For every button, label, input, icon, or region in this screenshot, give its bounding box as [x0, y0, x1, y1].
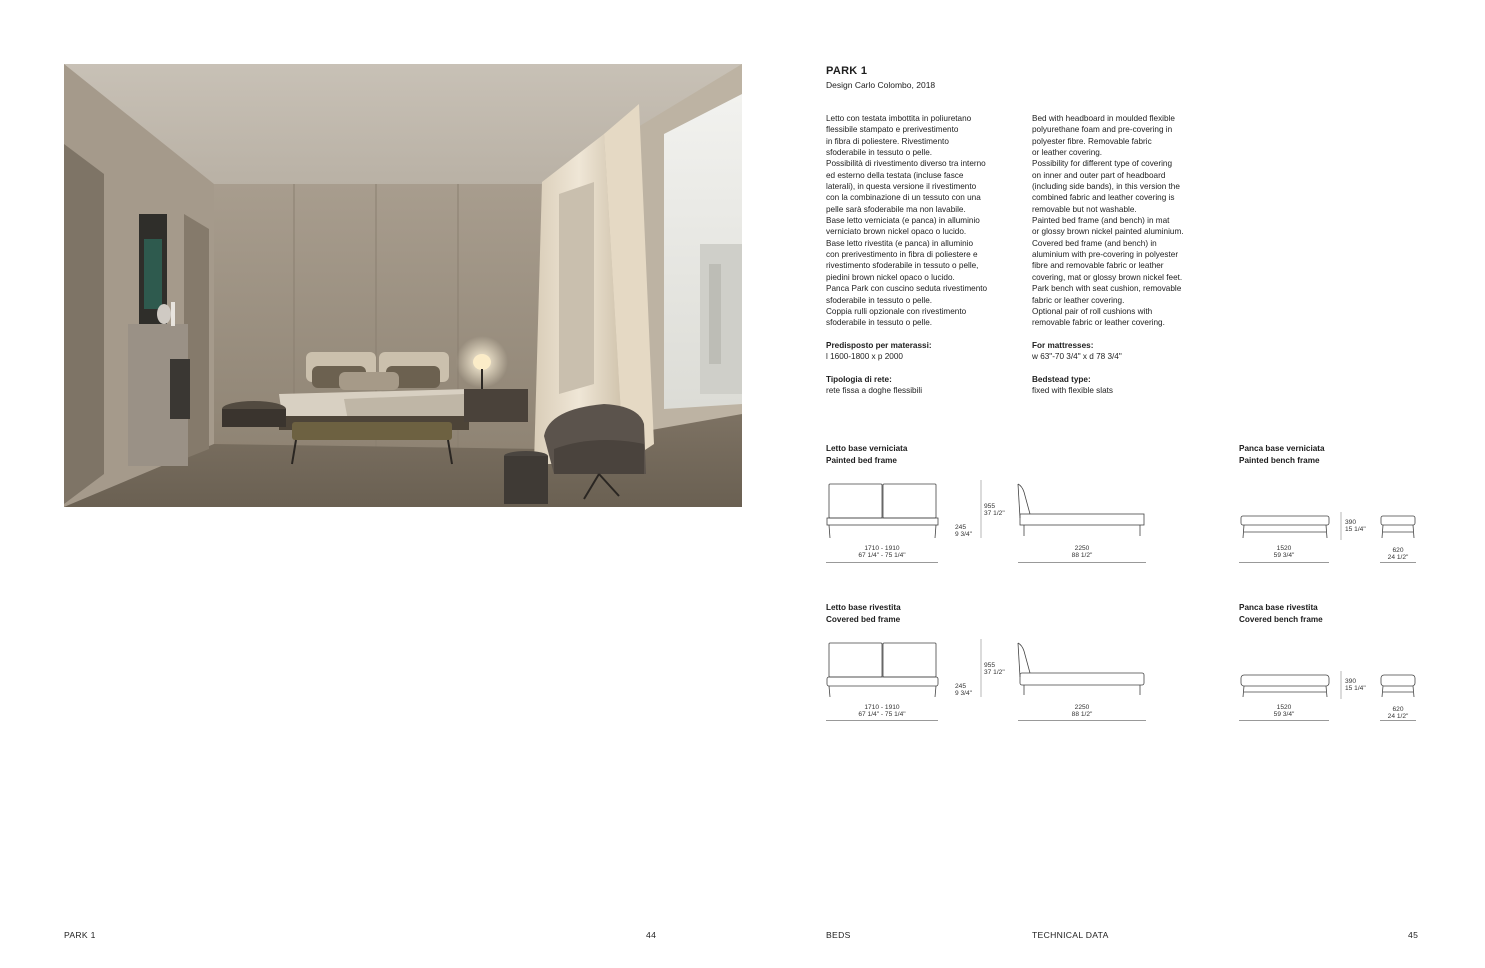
mattress-value-en: w 63"-70 3/4" x d 78 3/4" [1032, 352, 1122, 361]
covered-bench-height-dim: 390 15 1/4" [1345, 678, 1366, 693]
covered-bench-height-line [1338, 671, 1344, 701]
painted-bed-width-line [826, 562, 938, 563]
painted-bench-width-line [1239, 562, 1329, 563]
covered-bed-width-line [826, 720, 938, 721]
section-painted-bench [1239, 443, 1325, 466]
slats-label-en: Bedstead type: [1032, 375, 1091, 384]
section-covered-bench [1239, 602, 1323, 625]
description-italian: Letto con testata imbottita in poliuretano flessibile stampato e prerivestimento in fibra di poliestere. Rivestimento sfoderabile in tessuto o pelle. Possibilità di rivestimento diverso tra interno ed esterno della testata (incluse fasce laterali), in questa versione il rivestimento con la combinazione di un tessuto con una pelle sarà sfoderabile ma non lavabile. Base letto verniciata (e panca) in alluminio verniciato brown nickel opaco o lucido. Base letto rivestita (e panca) in alluminio con prerivestimento in fibra di poliestere e rivestimento sfoderabile in tessuto o pelle, piedini brown nickel opaco o lucido. Panca Park con cuscino seduta rivestimento sfoderabile in tessuto o pelle. Coppia rulli opzionale con rivestimento sfoderabile in tessuto o pelle. [826, 114, 988, 328]
covered-bed-front-drawing [820, 637, 950, 697]
painted-bench-height-line [1338, 512, 1344, 542]
footer-category: BEDS [826, 930, 851, 940]
section-painted-bed-it: Letto base verniciata [826, 444, 908, 453]
section-painted-bench-it: Panca base verniciata [1239, 444, 1325, 453]
painted-bed-frame-height-dim: 245 9 3/4" [955, 524, 973, 539]
painted-bed-width-dim: 1710 - 1910 67 1/4" - 75 1/4" [858, 545, 906, 560]
footer-section: TECHNICAL DATA [1032, 930, 1109, 940]
section-covered-bed-en: Covered bed frame [826, 614, 901, 624]
bedroom-scene-illustration [64, 64, 742, 507]
covered-bed-width-dim: 1710 - 1910 67 1/4" - 75 1/4" [858, 704, 906, 719]
footer-left-page-number: 44 [646, 930, 657, 940]
footer-right-page-number: 45 [1408, 930, 1419, 940]
covered-bed-length-dim: 2250 88 1/2" [1071, 704, 1093, 719]
product-title: PARK 1 [826, 65, 868, 77]
mattress-value-it: l 1600-1800 x p 2000 [826, 352, 903, 361]
mattress-label-it: Predisposto per materassi: [826, 341, 932, 350]
painted-bench-height-dim: 390 15 1/4" [1345, 519, 1366, 534]
painted-bench-depth-dim: 620 24 1/2" [1387, 547, 1409, 562]
section-painted-bed [826, 443, 907, 466]
slats-value-en: fixed with flexible slats [1032, 386, 1113, 395]
covered-bench-side-drawing [1376, 669, 1420, 701]
section-covered-bed-it: Letto base rivestita [826, 603, 901, 612]
mattress-label-en: For mattresses: [1032, 341, 1094, 350]
painted-bed-side-drawing [1012, 480, 1152, 540]
painted-bed-head-height-dim: 955 37 1/2" [984, 503, 1005, 518]
bedroom-photo [64, 64, 742, 507]
section-covered-bench-it: Panca base rivestita [1239, 603, 1318, 612]
painted-bed-length-line [1018, 562, 1146, 563]
painted-bench-front-drawing [1236, 510, 1336, 542]
description-english: Bed with headboard in moulded flexible polyurethane foam and pre-covering in polyester fibre. Removable fabric or leather covering. Possibility for different type of covering on inner and outer part of headboard (including side bands), in this version the combined fabric and leather covering is removable but not washable. Painted bed frame (and bench) in mat or glossy brown nickel painted aluminium. Covered bed frame (and bench) in aluminium with pre-covering in polyester fibre and removable fabric or leather covering, mat or glossy brown nickel feet. Park bench with seat cushion, removable fabric or leather covering. Optional pair of roll cushions with removable fabric or leather covering. [1032, 114, 1184, 328]
section-covered-bed [826, 602, 901, 625]
painted-bed-front-drawing [820, 478, 950, 538]
covered-bed-length-line [1018, 720, 1146, 721]
covered-bed-head-height-dim: 955 37 1/2" [984, 662, 1005, 677]
covered-bench-depth-dim: 620 24 1/2" [1387, 706, 1409, 721]
painted-bench-side-drawing [1376, 510, 1420, 542]
section-painted-bench-en: Painted bench frame [1239, 455, 1320, 465]
painted-bed-length-dim: 2250 88 1/2" [1071, 545, 1093, 560]
painted-bench-depth-line [1380, 562, 1416, 563]
slats-value-it: rete fissa a doghe flessibili [826, 386, 923, 395]
section-painted-bed-en: Painted bed frame [826, 455, 897, 465]
footer-left-title: PARK 1 [64, 930, 96, 940]
section-covered-bench-en: Covered bench frame [1239, 614, 1323, 624]
covered-bed-frame-height-dim: 245 9 3/4" [955, 683, 973, 698]
covered-bench-depth-line [1380, 720, 1416, 721]
slats-label-it: Tipologia di rete: [826, 375, 892, 384]
covered-bed-side-drawing [1012, 639, 1152, 699]
painted-bench-width-dim: 1520 59 3/4" [1273, 545, 1295, 560]
designer-credit: Design Carlo Colombo, 2018 [826, 80, 936, 90]
covered-bench-front-drawing [1236, 669, 1336, 701]
covered-bench-width-line [1239, 720, 1329, 721]
covered-bench-width-dim: 1520 59 3/4" [1273, 704, 1295, 719]
